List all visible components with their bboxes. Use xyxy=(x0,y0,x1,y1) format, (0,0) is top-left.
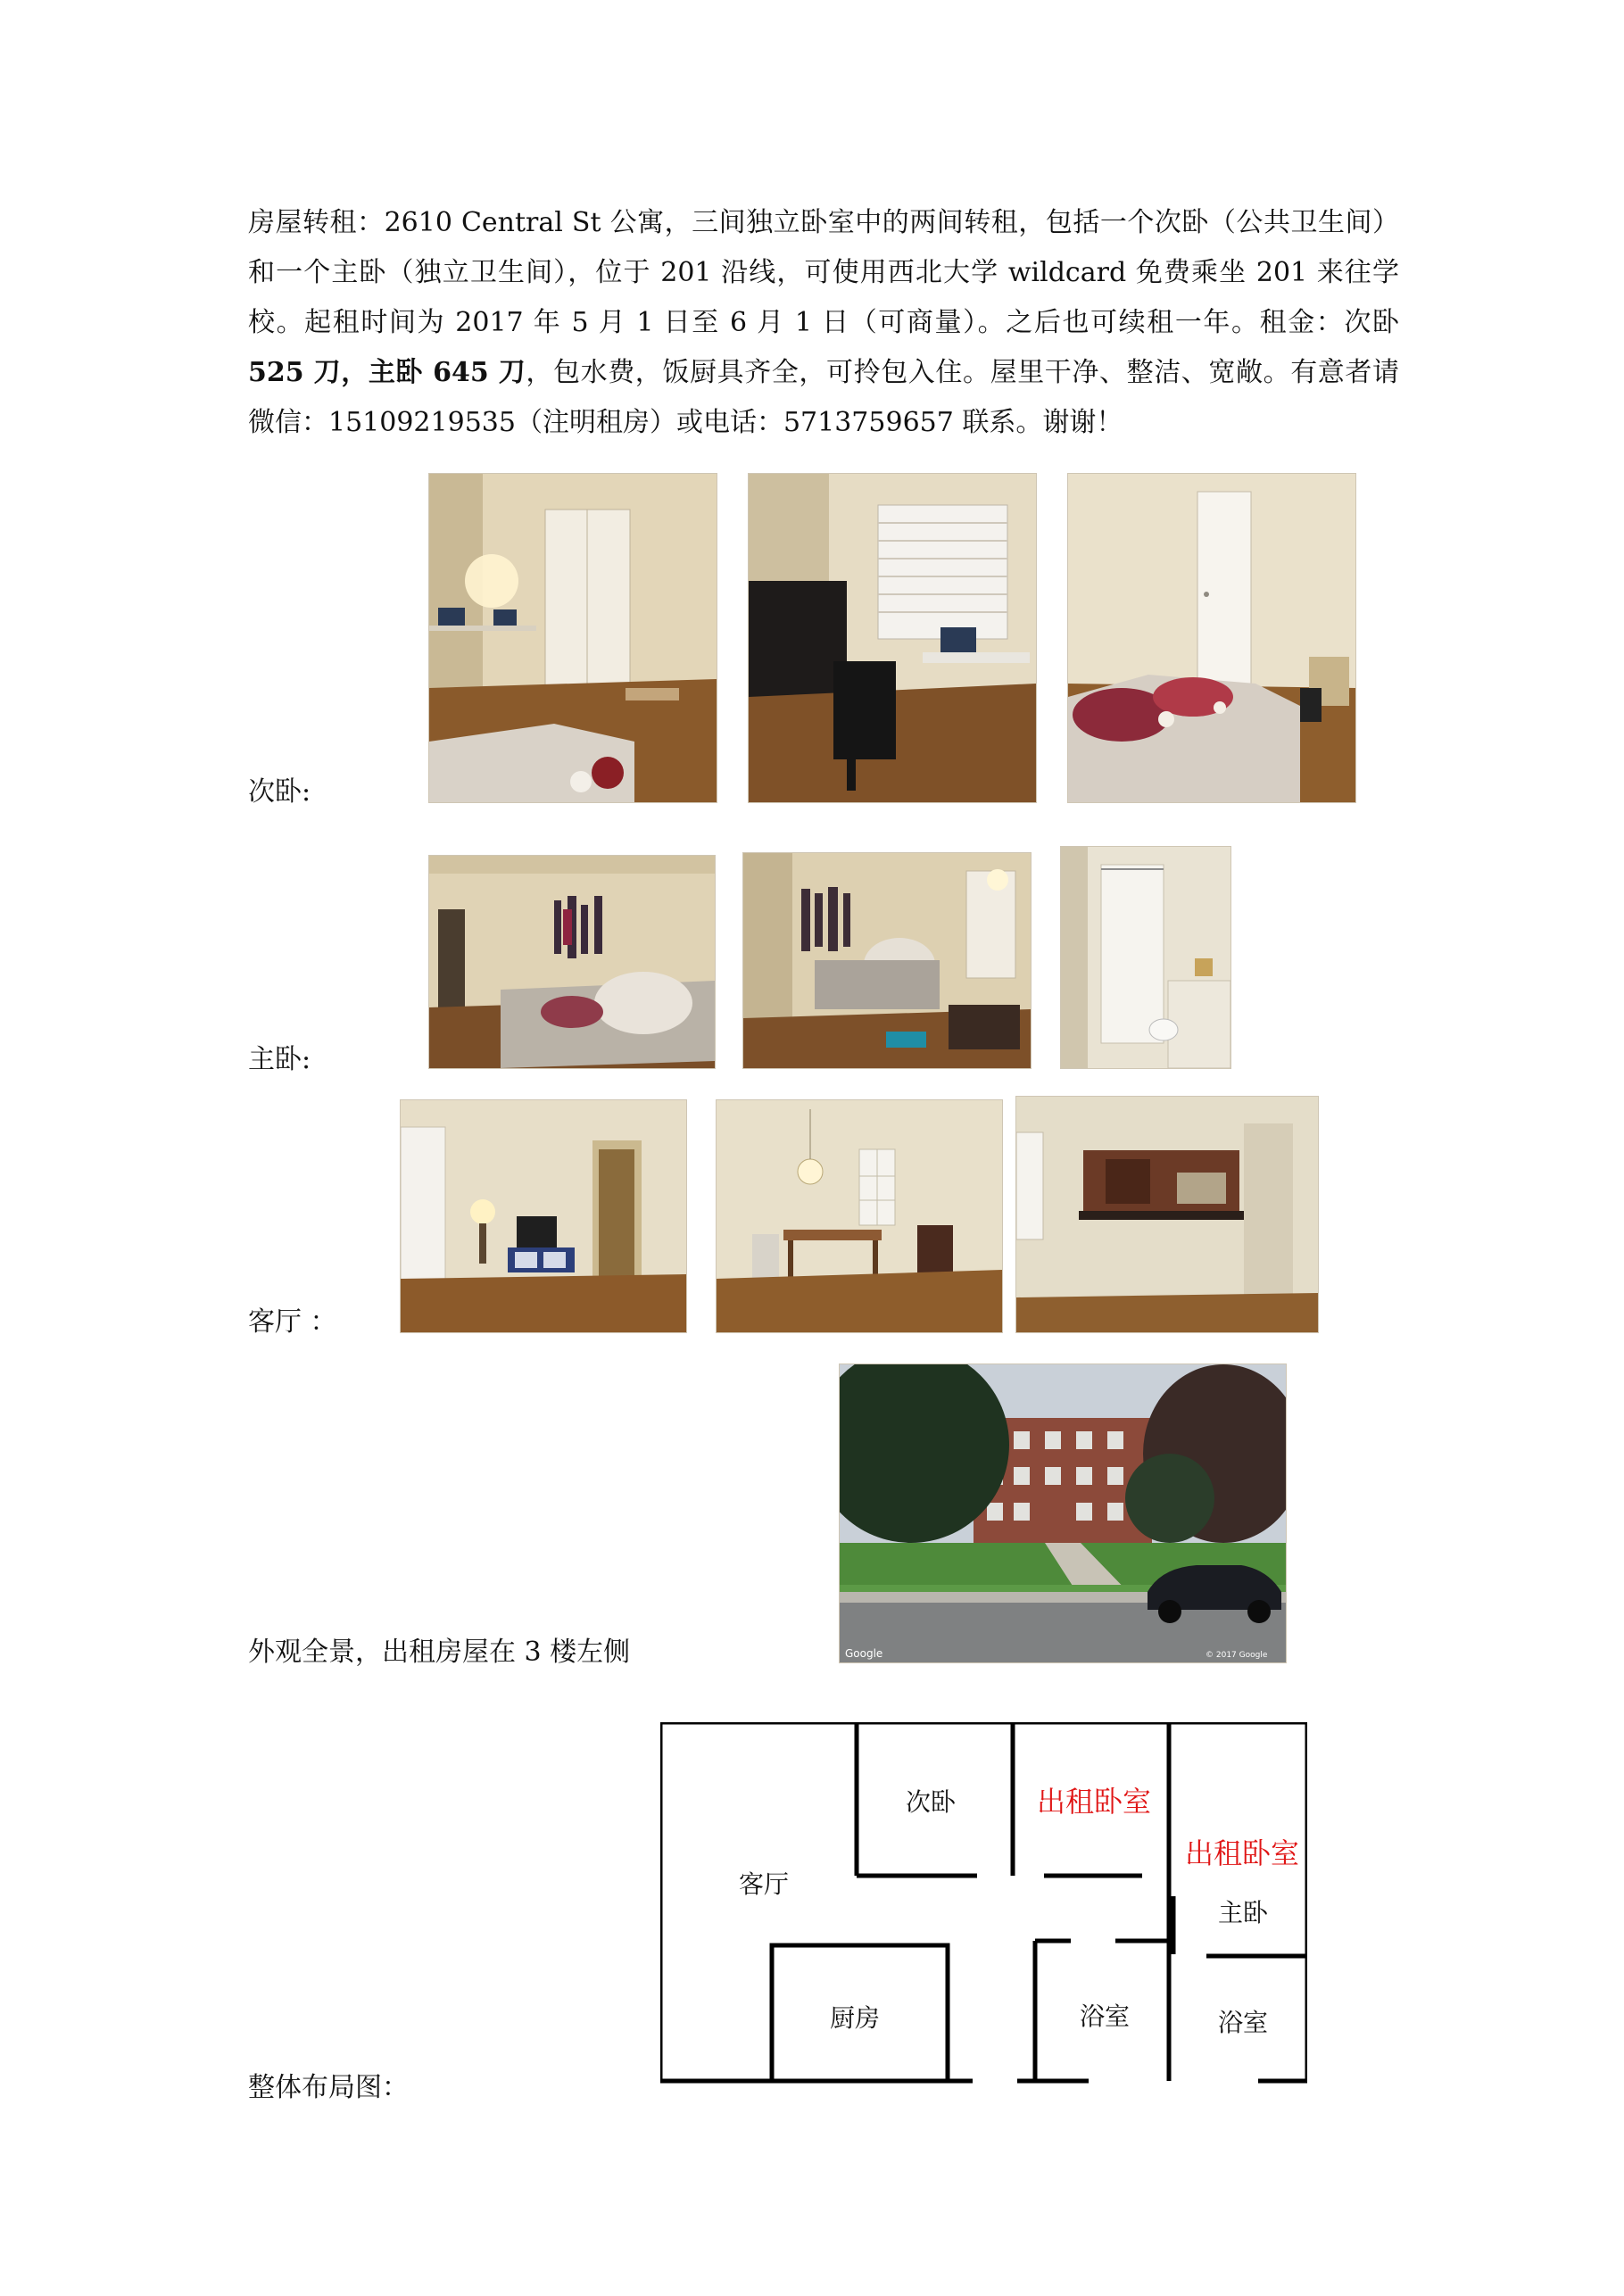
plan-rent-room-2: 出租卧室 xyxy=(1185,1836,1300,1870)
second-bedroom-photo-1 xyxy=(428,473,717,803)
second-bedroom-photo-2 xyxy=(748,473,1037,803)
layout-label: 整体布局图： xyxy=(248,2072,409,2103)
description-text-1: 房屋转租：2610 Central St 公寓，三间独立卧室中的两间转租，包括一个次卧（公共卫生间）和一个主卧（独立卫生间），位于 201 沿线，可使用西北大学 wildcard 免费乘坐 201 来往学校。起租时间为 2017 年 5 月 1 日至 6 月 1 日（可商量）。之后也可续租一年。租金：次卧 xyxy=(248,207,1399,338)
master-bathroom-photo xyxy=(1060,846,1231,1069)
plan-living-room: 客厅 xyxy=(739,1869,790,1899)
exterior-photo xyxy=(839,1364,1287,1663)
copyright-watermark: © 2017 Google xyxy=(1206,1651,1268,1660)
kitchen-view-photo xyxy=(1015,1096,1319,1333)
living-room-photo-1 xyxy=(400,1099,687,1333)
plan-bathroom-1: 浴室 xyxy=(1080,2002,1131,2031)
living-room-label: 客厅 ： xyxy=(248,1306,337,1338)
description-text-2: ，包水费，饭厨具齐全，可拎包入住。屋里干净、整洁、宽敞。有意者请微信：15109219535（注明租房）或电话：5713759657 联系。谢谢！ xyxy=(248,357,1400,438)
master-bedroom-photo-1 xyxy=(428,855,716,1069)
second-bedroom-label: 次卧: xyxy=(248,776,311,808)
master-bedroom-label: 主卧: xyxy=(248,1044,311,1075)
exterior-label: 外观全景，出租房屋在 3 楼左侧 xyxy=(248,1637,631,1668)
plan-master-bedroom: 主卧 xyxy=(1218,1898,1269,1927)
plan-bathroom-2: 浴室 xyxy=(1218,2008,1269,2037)
plan-second-bedroom: 次卧 xyxy=(906,1787,957,1817)
google-watermark: Google xyxy=(845,1647,883,1660)
second-bedroom-photo-3 xyxy=(1067,473,1356,803)
plan-kitchen: 厨房 xyxy=(830,2003,881,2033)
listing-description xyxy=(248,198,1399,448)
plan-rent-room-1: 出租卧室 xyxy=(1037,1785,1152,1819)
rent-prices: 525 刀，主卧 645 刀 xyxy=(248,357,526,388)
living-room-photo-2 xyxy=(716,1099,1003,1333)
floor-plan xyxy=(660,1722,1307,2084)
master-bedroom-photo-2 xyxy=(742,852,1032,1069)
